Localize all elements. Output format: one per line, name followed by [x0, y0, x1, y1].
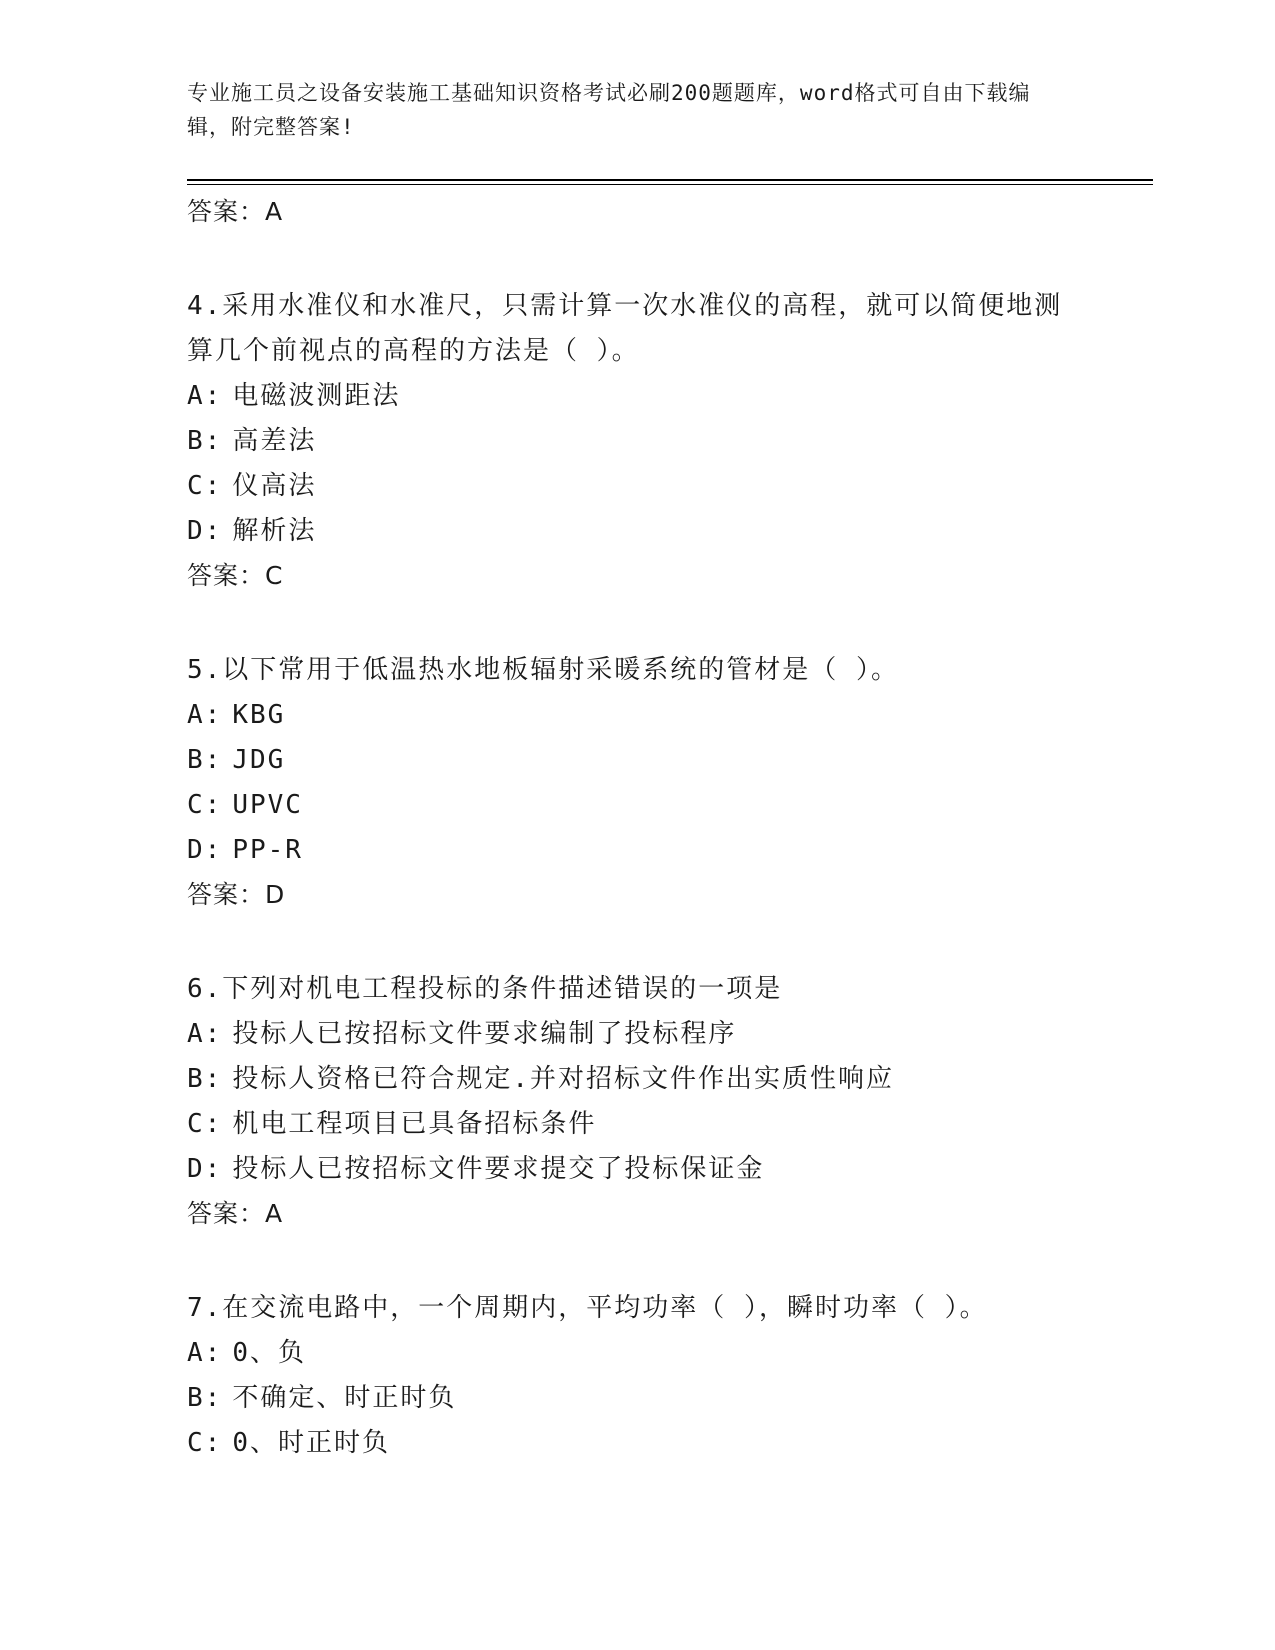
option-text: PP-R: [232, 835, 303, 865]
option-key: B:: [187, 1383, 223, 1413]
option-key: D:: [187, 516, 223, 546]
option-text: 投标人已按招标文件要求提交了投标保证金: [232, 1154, 765, 1184]
option-key: C:: [187, 790, 223, 820]
option-text: 0、负: [232, 1338, 306, 1368]
option-text: 高差法: [232, 426, 317, 456]
header-divider-thin: [187, 184, 1153, 185]
question-list: [187, 190, 1087, 1466]
option-key: A:: [187, 1019, 223, 1049]
option-d: [187, 1147, 1087, 1192]
option-text: UPVC: [232, 790, 303, 820]
option-text: JDG: [232, 745, 286, 775]
option-c: [187, 464, 1087, 509]
option-key: C:: [187, 471, 223, 501]
answer-line: 答案：C: [187, 561, 284, 590]
question-stem: 7.在交流电路中，一个周期内，平均功率（ ），瞬时功率（ ）。: [187, 1293, 988, 1323]
question-stem: 6.下列对机电工程投标的条件描述错误的一项是: [187, 974, 783, 1004]
spacer: [187, 598, 1087, 648]
answer-line: 答案：A: [187, 197, 284, 226]
option-text: 仪高法: [232, 471, 317, 501]
option-b: [187, 1057, 1087, 1102]
option-key: C:: [187, 1428, 223, 1458]
option-text: 机电工程项目已具备招标条件: [232, 1109, 597, 1139]
option-d: [187, 828, 1087, 873]
option-key: B:: [187, 745, 223, 775]
option-key: A:: [187, 700, 223, 730]
document-header: 专业施工员之设备安装施工基础知识资格考试必刷200题题库，word格式可自由下载编辑，附完整答案!: [187, 81, 1031, 139]
option-c: [187, 1421, 1087, 1466]
option-b: [187, 1376, 1087, 1421]
option-d: [187, 509, 1087, 554]
spacer: [187, 1236, 1087, 1286]
question-4: [187, 284, 1087, 598]
option-a: [187, 374, 1087, 419]
option-a: [187, 693, 1087, 738]
option-b: [187, 738, 1087, 783]
option-text: 解析法: [232, 516, 317, 546]
option-key: A:: [187, 381, 223, 411]
spacer: [187, 234, 1087, 284]
option-text: 投标人已按招标文件要求编制了投标程序: [232, 1019, 737, 1049]
option-key: C:: [187, 1109, 223, 1139]
option-text: 0、时正时负: [232, 1428, 390, 1458]
option-text: 投标人资格已符合规定.并对招标文件作出实质性响应: [232, 1064, 894, 1094]
option-b: [187, 419, 1087, 464]
question-7: [187, 1286, 1087, 1466]
option-a: [187, 1012, 1087, 1057]
option-a: [187, 1331, 1087, 1376]
question-6: [187, 967, 1087, 1236]
answer-line: 答案：A: [187, 1199, 284, 1228]
option-text: 不确定、时正时负: [232, 1383, 457, 1413]
option-c: [187, 783, 1087, 828]
option-text: KBG: [232, 700, 286, 730]
header-divider-thick: [187, 179, 1153, 181]
option-key: A:: [187, 1338, 223, 1368]
answer-line: 答案：D: [187, 880, 286, 909]
option-key: D:: [187, 835, 223, 865]
question-stem: 4.采用水准仪和水准尺，只需计算一次水准仪的高程，就可以简便地测算几个前视点的高程的方法是（ ）。: [187, 291, 1063, 366]
option-key: D:: [187, 1154, 223, 1184]
option-text: 电磁波测距法: [232, 381, 401, 411]
option-c: [187, 1102, 1087, 1147]
question-5: [187, 648, 1087, 917]
spacer: [187, 917, 1087, 967]
option-key: B:: [187, 426, 223, 456]
question-stem: 5.以下常用于低温热水地板辐射采暖系统的管材是（ ）。: [187, 655, 899, 685]
option-key: B:: [187, 1064, 223, 1094]
